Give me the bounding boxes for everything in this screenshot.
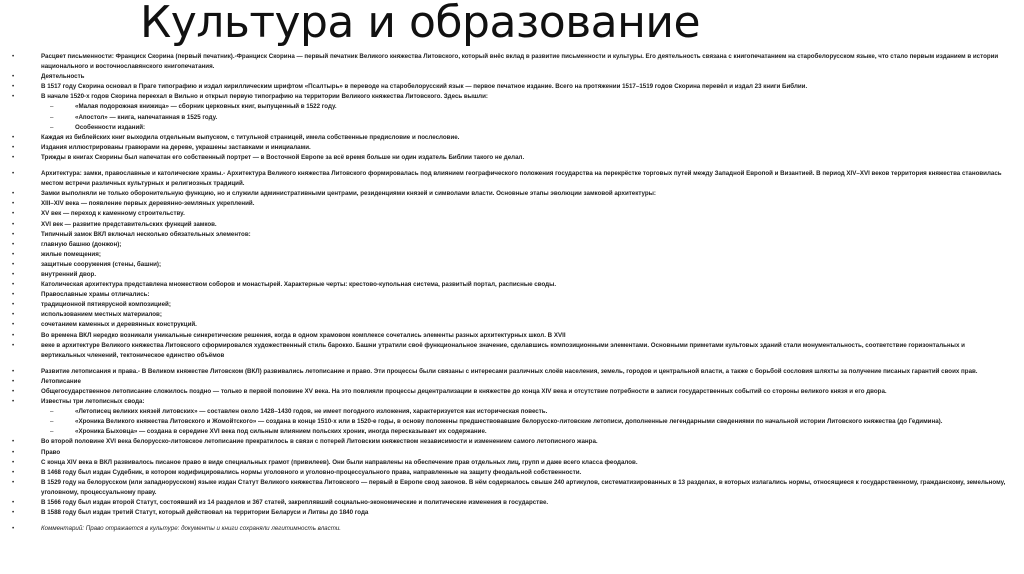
item-text: Деятельность <box>41 73 85 81</box>
bullet-list-item <box>0 199 1024 209</box>
slide-title: Культура и образование <box>140 0 701 48</box>
bullet-list-item <box>0 377 1024 387</box>
item-text: В 1529 году на белорусском (или западнорусском) языке издан Статут Великого княжества Литовского — первый в Европе свод законов. В нём содержалось свыше 240 артикулов, систематизированных в 13 разделах, в которых излагались нормы, относящиеся к государственному, гражданскому, земельному, уголовному, процессуальному праву. <box>41 478 1006 496</box>
bullet-list-item <box>0 82 1024 92</box>
bullet-list-item <box>0 437 1024 447</box>
dash-marker-icon: – <box>50 418 54 426</box>
bullet-list-item <box>0 270 1024 280</box>
bullet-icon: • <box>12 270 15 278</box>
bullet-list-item <box>0 387 1024 397</box>
dash-marker-icon: – <box>50 428 54 436</box>
item-text: Типичный замок ВКЛ включал несколько обязательных элементов: <box>41 230 251 238</box>
bullet-icon: • <box>12 220 15 228</box>
bullet-icon: • <box>12 250 15 258</box>
bullet-icon: • <box>12 321 15 329</box>
item-text: В 1517 году Скорина основал в Праге типографию и издал кириллическим шрифтом «Псалтырь» в переводе на старобелорусский язык — первое печатное издание. Всего на протяжении 1517–1519 годов Скорина перевёл и издал 23 книги Библии. <box>41 83 808 91</box>
item-text: В 1566 году был издан второй Статут, состоявший из 14 разделов и 367 статей, закреплявший социально-экономические и политические изменения в государстве. <box>41 499 549 507</box>
item-text: Издания иллюстрированы гравюрами на дереве, украшены заставками и инициалами. <box>41 143 311 151</box>
bullet-icon: • <box>12 301 15 309</box>
bullet-list-item <box>0 72 1024 82</box>
item-text: В начале 1520-х годов Скорина переехал в Вильно и открыл первую типографию на территории Великого княжества Литовского. Здесь вышли: <box>41 93 488 101</box>
bullet-icon: • <box>12 230 15 238</box>
item-text: «Летописец великих князей литовских» — составлен около 1428–1430 годов, не имеет погодного изложения, характеризуется как историческая повесть. <box>75 408 548 416</box>
dash-list-item <box>0 123 1024 133</box>
bullet-list-item <box>0 52 1024 72</box>
content-list <box>0 52 1024 534</box>
bullet-icon: • <box>12 509 15 517</box>
bullet-list-item <box>0 458 1024 468</box>
bullet-icon: • <box>12 499 15 507</box>
bullet-icon: • <box>12 438 15 446</box>
item-text: Летописание <box>41 377 81 385</box>
bullet-icon: • <box>12 73 15 81</box>
item-text: использованием местных материалов; <box>41 311 162 319</box>
bullet-icon: • <box>12 377 15 385</box>
bullet-icon: • <box>12 240 15 248</box>
bullet-list-item <box>0 478 1024 498</box>
dash-list-item <box>0 407 1024 417</box>
item-text: Развитие летописания и права.- В Великом княжестве Литовском (ВКЛ) развивались летописание и право. Эти процессы были связаны с интересами различных слоёв населения, земель, городов и центральной власти, а также с борьбой сословия шляхты за получение писаных гарантий своих прав. <box>41 367 978 375</box>
dash-marker-icon: – <box>50 113 54 121</box>
item-text: Каждая из библейских книг выходила отдельным выпуском, с титульной страницей, имела собственные предисловие и послесловие. <box>41 133 460 141</box>
bullet-list-item <box>0 260 1024 270</box>
bullet-icon: • <box>12 367 15 375</box>
bullet-list-item <box>0 240 1024 250</box>
item-text: Комментарий: Право отражается в культуре: документы и книги сохраняли легитимность власти. <box>41 525 342 533</box>
item-text: внутренний двор. <box>41 270 97 278</box>
bullet-list-item <box>0 341 1024 361</box>
bullet-icon: • <box>12 281 15 289</box>
bullet-list-item <box>0 92 1024 102</box>
bullet-list-item <box>0 367 1024 377</box>
dash-marker-icon: – <box>50 123 54 131</box>
bullet-list-item <box>0 290 1024 300</box>
item-text: веке в архитектуре Великого княжества Литовского сформировался художественный стиль барокко. Башни утратили своё функциональное значение, сделавшись композиционными элементами. Основными приметами культовых зданий стали монументальность, соответствие горизонтальных и вертикальных членений, тектоническое единство объёмов <box>41 341 965 359</box>
bullet-icon: • <box>12 468 15 476</box>
item-text: Особенности изданий: <box>75 123 146 131</box>
bullet-list-item <box>0 153 1024 163</box>
bullet-icon: • <box>12 153 15 161</box>
item-text: XIII–XIV века — появление первых деревянно-земляных укреплений. <box>41 200 255 208</box>
bullet-list-item <box>0 189 1024 199</box>
bullet-list-item <box>0 448 1024 458</box>
bullet-icon: • <box>12 170 15 178</box>
item-text: Расцвет письменности: Франциск Скорина (первый печатник).-Франциск Скорина — первый печатник Великого княжества Литовского, который внёс вклад в развитие письменности и культуры. Его деятельность связана с книгопечатанием на старобелорусском языке, что стало первым изданием в истории национального и восточнославянского книгопечатания. <box>41 53 999 71</box>
bullet-list-item <box>0 468 1024 478</box>
bullet-list-item <box>0 498 1024 508</box>
dash-list-item <box>0 102 1024 112</box>
item-text: «Хроника Великого княжества Литовского и Жомойтского» — создана в конце 1510-х или в 1520-е годы, в основу положены предшествовавшие белорусско-литовские летописи, дополненные легендарными сведениями по начальной истории Литовского княжества (до Гедимина). <box>75 418 943 426</box>
bullet-list-item <box>0 133 1024 143</box>
item-text: Архитектура: замки, православные и католические храмы.- Архитектура Великого княжества Литовского формировалась под влиянием географического положения государства на перекрёстке торговых путей между Западной Европой и Византией. В период XIV–XVI веков территория княжества становилась местом встречи различных культурных и религиозных традиций. <box>41 170 1002 188</box>
item-text: XV век — переход к каменному строительству. <box>41 210 185 218</box>
item-text: сочетанием каменных и деревянных конструкций. <box>41 321 197 329</box>
item-text: защитные сооружения (стены, башни); <box>41 260 162 268</box>
bullet-icon: • <box>12 210 15 218</box>
item-text: Замки выполняли не только оборонительную функцию, но и служили административными центрами, резиденциями князей и символами власти. Основные этапы эволюции замковой архитектуры: <box>41 190 656 198</box>
bullet-icon: • <box>12 448 15 456</box>
bullet-icon: • <box>12 458 15 466</box>
item-text: В 1588 году был издан третий Статут, который действовал на территории Беларуси и Литвы до 1840 года <box>41 509 369 517</box>
bullet-icon: • <box>12 133 15 141</box>
dash-list-item <box>0 427 1024 437</box>
bullet-icon: • <box>12 341 15 349</box>
bullet-icon: • <box>12 388 15 395</box>
item-text: В 1468 году был издан Судебник, в котором кодифицировались нормы уголовного и уголовно-процессуального права, направленные на защиту феодальной собственности. <box>41 468 582 476</box>
item-text: главную башню (донжон); <box>41 240 122 248</box>
bullet-list-item <box>0 300 1024 310</box>
bullet-list-item <box>0 524 1024 534</box>
bullet-list-item <box>0 397 1024 407</box>
item-text: Во времена ВКЛ нередко возникали уникальные синкретические решения, когда в одном храмовом комплексе сочетались элементы разных архитектурных школ. В XVII <box>41 331 566 339</box>
bullet-icon: • <box>12 190 15 198</box>
item-text: Во второй половине XVI века белорусско-литовское летописание прекратилось в связи с потерей Литовским княжеством независимости и изменением самого летописного жанра. <box>41 438 598 446</box>
bullet-icon: • <box>12 200 15 208</box>
bullet-list-item <box>0 143 1024 153</box>
item-text: Трижды в книгах Скорины был напечатан его собственный портрет — в Восточной Европе за всё время больше ни один издатель Библии такого не делал. <box>41 153 525 161</box>
item-text: XVI век — развитие представительских функций замков. <box>41 220 217 228</box>
item-text: «Апостол» — книга, напечатанная в 1525 году. <box>75 113 218 121</box>
bullet-icon: • <box>12 398 15 406</box>
item-text: жилые помещения; <box>41 250 101 258</box>
bullet-list-item <box>0 169 1024 189</box>
bullet-icon: • <box>12 291 15 299</box>
bullet-icon: • <box>12 93 15 101</box>
item-text: Общегосударственное летописание сложилось поздно — только в первой половине XV века. На это повлияли процессы децентрализации в княжестве до конца XIV века и отсутствие потребности в записи государственных событий со стороны великого князя и его двора. <box>41 388 887 395</box>
bullet-list-item <box>0 230 1024 240</box>
bullet-icon: • <box>12 311 15 319</box>
item-text: Католическая архитектура представлена множеством соборов и монастырей. Характерные черты: крестово-купольная система, развитый портал, расписные своды. <box>41 281 557 289</box>
item-text: «Малая подорожная книжица» — сборник церковных книг, выпущенный в 1522 году. <box>75 103 337 111</box>
dash-list-item <box>0 113 1024 123</box>
bullet-icon: • <box>12 143 15 151</box>
bullet-icon: • <box>12 331 15 339</box>
bullet-icon: • <box>12 478 15 486</box>
dash-marker-icon: – <box>50 103 54 111</box>
item-text: Право <box>41 448 61 456</box>
bullet-list-item <box>0 508 1024 518</box>
bullet-list-item <box>0 310 1024 320</box>
bullet-icon: • <box>12 83 15 91</box>
bullet-list-item <box>0 220 1024 230</box>
bullet-icon: • <box>12 260 15 268</box>
bullet-list-item <box>0 209 1024 219</box>
bullet-list-item <box>0 331 1024 341</box>
bullet-icon: • <box>12 525 15 533</box>
bullet-list-item <box>0 250 1024 260</box>
item-text: С конца XIV века в ВКЛ развивалось писаное право в виде специальных грамот (привилеев). Они были направлены на обеспечение прав отдельных лиц, групп и даже всего класса феодалов. <box>41 458 638 466</box>
item-text: «Хроника Быховца» — создана в середине XVI века под сильным влиянием польских хроник, иногда пересказывает их содержание. <box>75 428 487 436</box>
item-text: Православные храмы отличались: <box>41 291 150 299</box>
dash-list-item <box>0 417 1024 427</box>
bullet-list-item <box>0 280 1024 290</box>
bullet-icon: • <box>12 53 15 60</box>
dash-marker-icon: – <box>50 408 54 416</box>
bullet-list-item <box>0 320 1024 330</box>
item-text: Известны три летописных свода: <box>41 398 145 406</box>
item-text: традиционной пятиярусной композицией; <box>41 301 171 309</box>
